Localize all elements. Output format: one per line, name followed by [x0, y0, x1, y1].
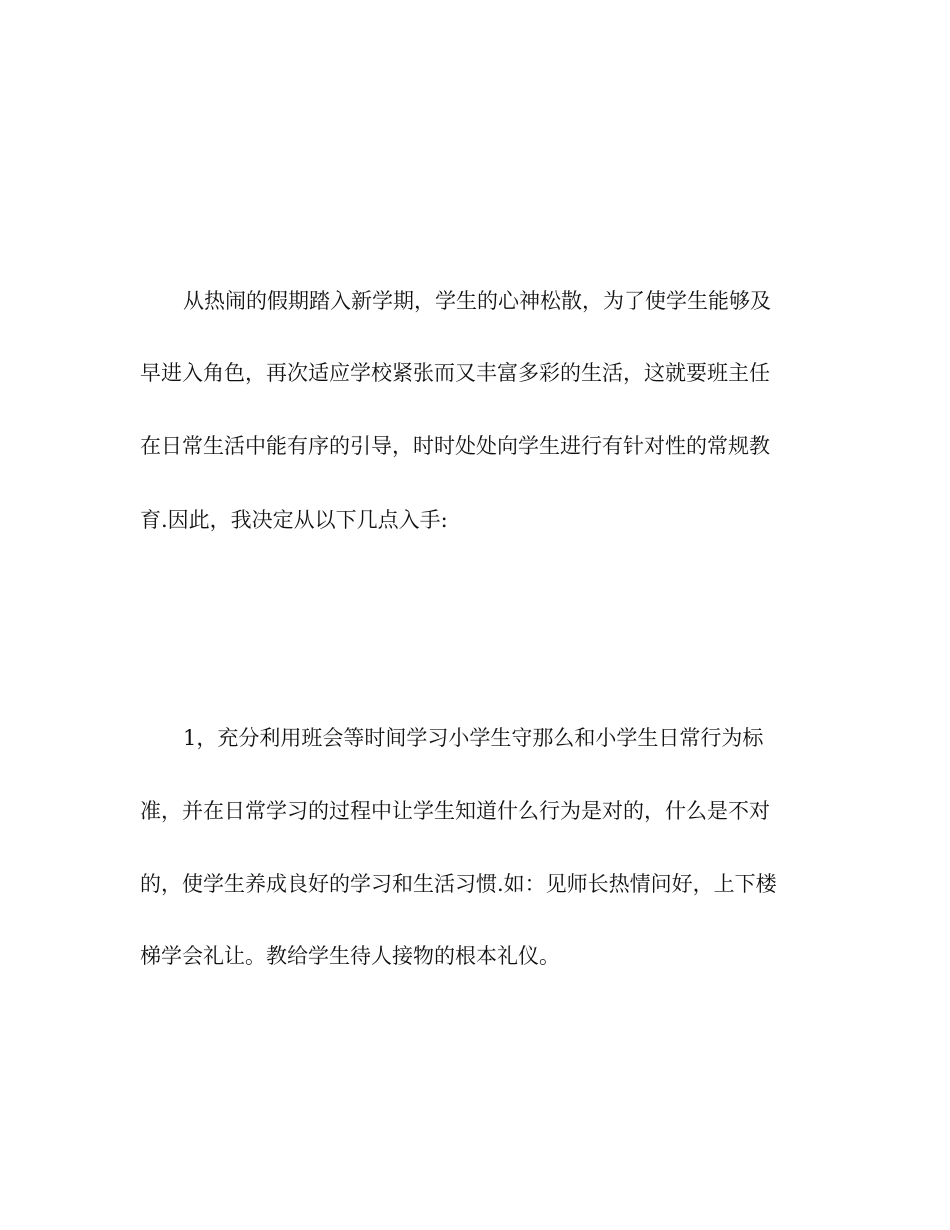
text-line: 梯学会礼让。教给学生待人接物的根本礼仪。	[140, 944, 560, 968]
text-line: 准，并在日常学习的过程中让学生知道什么行为是对的，什么是不对	[140, 799, 770, 823]
text-line: 的，使学生养成良好的学习和生活习惯.如：见师长热情问好，上下楼	[140, 872, 777, 896]
text-line: 1，充分利用班会等时间学习小学生守那么和小学生日常行为标	[183, 726, 764, 750]
text-line: 在日常生活中能有序的引导，时时处处向学生进行有针对性的常规教	[140, 434, 770, 458]
text-line: 早进入角色，再次适应学校紧张而又丰富多彩的生活，这就要班主任	[140, 361, 770, 385]
text-line: 从热闹的假期踏入新学期，学生的心神松散，为了使学生能够及	[183, 289, 771, 313]
text-line: 育.因此，我决定从以下几点入手:	[140, 508, 448, 532]
